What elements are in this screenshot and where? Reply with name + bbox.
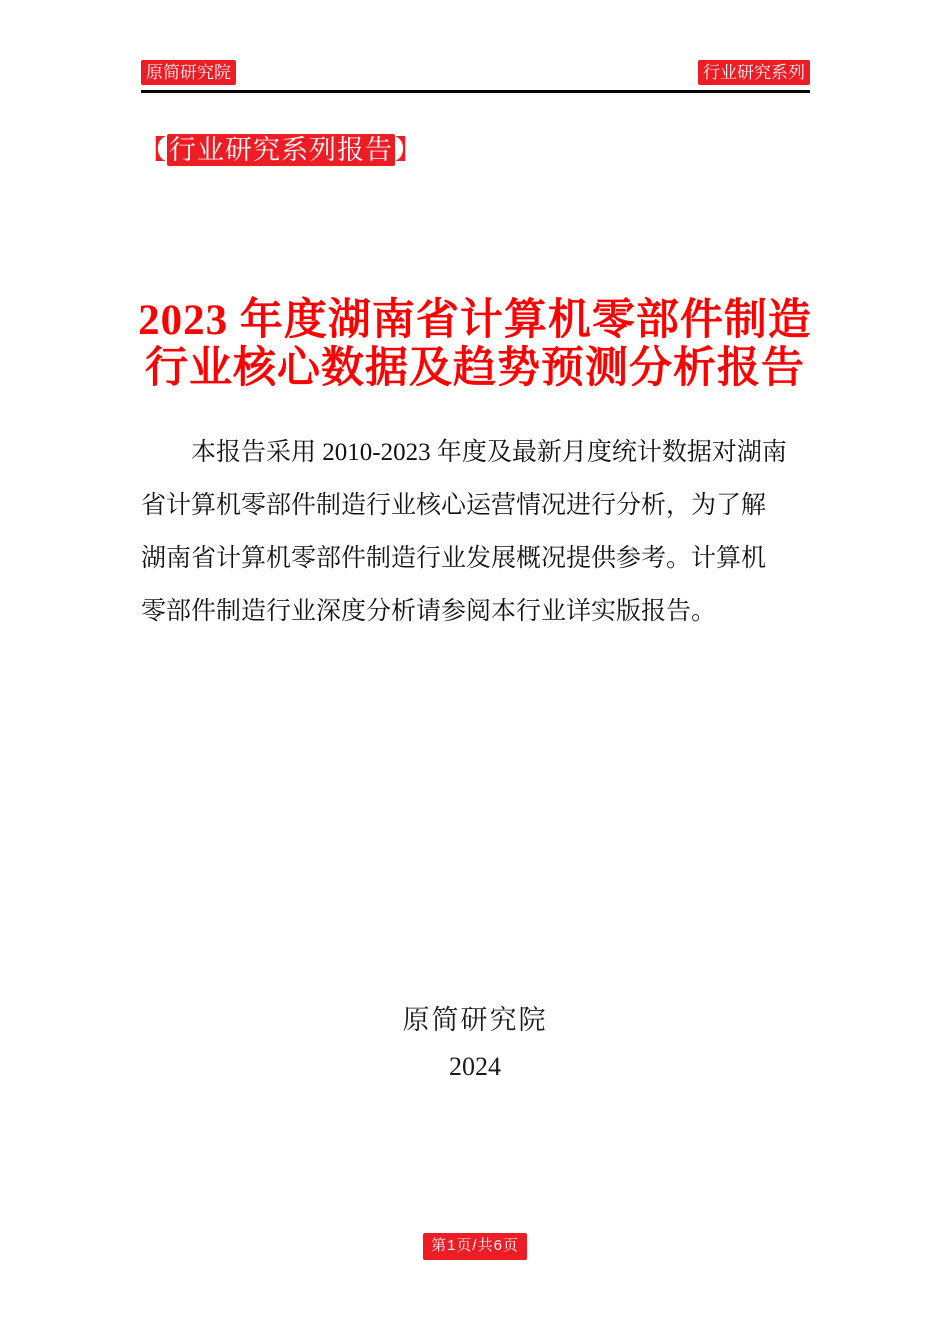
header-right-series-badge: 行业研究系列	[698, 60, 810, 85]
header-left-org-badge: 原简研究院	[141, 60, 236, 85]
publisher-name: 原简研究院	[402, 1005, 548, 1035]
report-title-line2: 行业核心数据及趋势预测分析报告	[145, 345, 805, 392]
series-heading-label-badge: 行业研究系列报告	[169, 135, 393, 165]
series-heading	[139, 133, 423, 167]
report-title-line1: 2023 年度湖南省计算机零部件制造	[138, 297, 812, 344]
page-footer	[0, 1233, 950, 1260]
page-number-badge: 第1页/共6页	[423, 1233, 527, 1260]
abstract-line: 零部件制造行业深度分析请参阅本行业详实版报告。	[141, 598, 717, 625]
series-heading-close-bracket: 】	[395, 135, 423, 165]
report-title	[0, 297, 950, 393]
abstract-line: 湖南省计算机零部件制造行业发展概况提供参考。计算机	[141, 545, 767, 572]
abstract-line: 本报告采用 2010-2023 年度及最新月度统计数据对湖南	[191, 439, 787, 466]
abstract-line: 省计算机零部件制造行业核心运营情况进行分析，为了解	[141, 492, 767, 519]
publication-year: 2024	[449, 1052, 501, 1081]
abstract-paragraph	[141, 426, 810, 638]
series-heading-open-bracket: 【	[139, 135, 167, 165]
page-header	[141, 60, 810, 93]
